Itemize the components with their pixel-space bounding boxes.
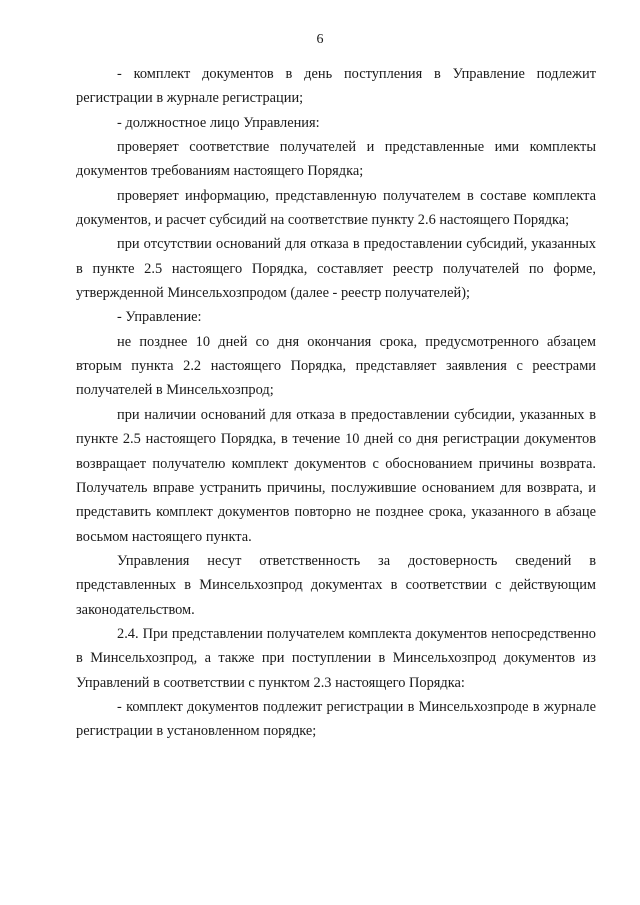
paragraph-5: при отсутствии оснований для отказа в предоставлении субсидий, указанных в пункте 2.5 настоящего Порядка, составляет реестр получателей по форме, утвержденной Минсельхозпродом (далее - реестр получателей);: [76, 236, 596, 302]
paragraph-3: проверяет соответствие получателей и представленные ими комплекты документов требованиям настоящего Порядка;: [76, 139, 596, 180]
paragraph-9: Управления несут ответственность за достоверность сведений в представленных в Минсельхозпрод документах в соответствии с действующим законодательством.: [76, 552, 596, 618]
paragraph-4: проверяет информацию, представленную получателем в составе комплекта документов, и расчет субсидий на соответствие пункту 2.6 настоящего Порядка;: [76, 187, 596, 229]
paragraph-1: - комплект документов в день поступления в Управление подлежит регистрации в журнале регистрации;: [76, 66, 596, 107]
page-number: 6: [316, 32, 324, 47]
paragraph-7: не позднее 10 дней со дня окончания срока, предусмотренного абзацем вторым пункта 2.2 настоящего Порядка, представляет заявления с реестрами получателей в Минсельхозпрод;: [76, 333, 596, 399]
paragraph-11: - комплект документов подлежит регистрации в Минсельхозпроде в журнале регистрации в установленном порядке;: [76, 698, 596, 740]
document-body: [76, 62, 596, 744]
paragraph-6: - Управление:: [117, 309, 202, 326]
paragraph-2: - должностное лицо Управления:: [117, 114, 320, 131]
paragraph-8: при наличии оснований для отказа в предоставлении субсидии, указанных в пункте 2.5 настоящего Порядка, в течение 10 дней со дня регистрации документов возвращает получателю комплект документов с обоснованием причины возврата. Получатель вправе устранить причины, послужившие основанием для возврата, и представить комплект документов повторно не позднее срока, указанного в абзаце восьмом настоящего пункта.: [76, 406, 596, 545]
paragraph-10: 2.4. При представлении получателем комплекта документов непосредственно в Минсельхозпрод, а также при поступлении в Минсельхозпрод документов из Управлений в соответствии с пунктом 2.3 настоящего Порядка:: [76, 625, 596, 691]
